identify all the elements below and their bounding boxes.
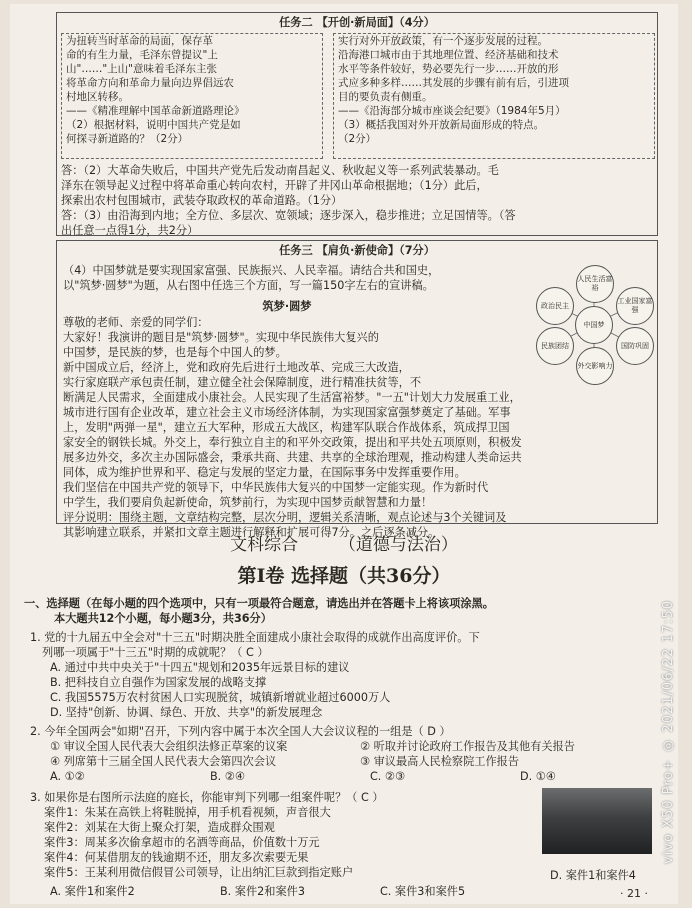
task2-left-line: （2）根据材料，说明中国共产党是如 (66, 119, 241, 131)
q2-option-b: B. ②④ (210, 770, 245, 783)
task2-right-line: 沿海港口城市由于其地理位置、经济基础和技术 (338, 49, 559, 61)
essay-title: 筑梦·圆梦 (262, 300, 312, 313)
task2-answers (61, 163, 655, 238)
task3-box (56, 240, 658, 539)
task2-left-line: ——《精准理解中国革命新道路理论》 (66, 105, 245, 117)
q2-item-3: ③ 审议最高人民检察院工作报告 (360, 755, 520, 768)
question-1 (30, 630, 670, 720)
task2-right-line: 实行对外开放政策，有一个逐步发展的过程。 (338, 35, 548, 47)
q3-case-5: 案件5：王某利用微信假冒公司领导，让出纳汇巨款到指定账户 (44, 866, 354, 879)
task2-left-line: 命的有生力量，毛泽东曾提议"上 (66, 49, 218, 61)
subject-heading (10, 534, 678, 556)
diagram-node-2 (616, 287, 654, 325)
q3-line-1: 3. 如果你是右图所示法庭的庭长，你能审判下列哪一组案件呢？（ C ） (30, 791, 384, 804)
q3-case-4: 案件4：何某借朋友的钱逾期不还，朋友多次索要无果 (44, 851, 309, 864)
section-title: 第Ⅰ卷 选择题（共36分） (237, 565, 451, 587)
q1-option-b: B. 把科技自立自强作为国家发展的战略支撑 (50, 676, 267, 689)
q2-line-1: 2. 今年全国两会"如期"召开，下列内容中属于本次全国人大会议议程的一组是（ D ） (30, 725, 451, 738)
diagram-node-label: 国防巩固 (621, 341, 649, 350)
task3-title: 任务三 【肩负·新使命】（7分） (279, 244, 435, 257)
q3-option-a: A. 案件1和案件2 (50, 885, 135, 898)
q1-line-1: 1. 党的十九届五中全会对"十三五"时期决胜全面建成小康社会取得的成就作出高度评价。下 (30, 631, 480, 644)
q1-option-a: A. 通过中共中央关于"十四五"规划和2035年远景目标的建议 (50, 661, 350, 674)
q2-option-d: D. ①④ (520, 770, 556, 783)
task2-left-line: 山"……"上山"意味着毛泽东主张 (66, 63, 217, 75)
task2-box (56, 12, 658, 236)
essay-line: 上，发明"两弹一星"，建立五大军种，形成五大战区，构建军队联合作战体系，筑成捍卫国 (63, 421, 510, 434)
essay-line: 展多边外交，多次主办国际盛会，秉承共商、共建、共享的全球治理观，推动构建人类命运共 (63, 451, 522, 464)
essay-line: 评分说明：围绕主题，文章结构完整，层次分明，逻辑关系清晰，观点论述与3个关键词及 (63, 511, 507, 524)
subject-sub: （道德与法治） (338, 535, 458, 555)
question-3 (30, 790, 550, 880)
q3-option-c: C. 案件3和案件5 (380, 885, 466, 898)
task2-right-line: （3）概括我国对外开放新局面形成的特点。 (338, 119, 545, 131)
task2-left-line: 何探寻新道路的？（2分） (66, 133, 189, 145)
task2-answer-line: 泽东在领导起义过程中将革命重心转向农村，开辟了井冈山革命根据地；（1分）此后， (61, 179, 488, 192)
diagram-center-node (575, 306, 613, 344)
task3-question-line-2: 以"筑梦·圆梦"为题，从右图中任选三个方面，写一篇150字左右的宣讲稿。 (63, 279, 434, 292)
task2-title: 任务二 【开创·新局面】（4分） (279, 16, 435, 29)
task2-answer-line: 答：（3）由沿海到内地；全方位、多层次、宽领域；逐步深入，稳步推进；立足国情等。（答 (61, 209, 516, 222)
q1-option-d: D. 坚持"创新、协调、绿色、开放、共享"的新发展理念 (50, 706, 323, 719)
task3-question (63, 263, 543, 293)
essay-line: 中国梦，是民族的梦，也是每个中国人的梦。 (63, 346, 287, 359)
courtroom-photo (542, 788, 652, 854)
q3-option-b: B. 案件2和案件3 (220, 885, 305, 898)
diagram-node-label: 政治民主 (541, 301, 569, 310)
diagram-node-label: 外交影响力 (577, 361, 613, 370)
essay-line: 中学生，我们要肩负起新使命，筑梦前行，为实现中国梦贡献智慧和力量！ (63, 496, 433, 509)
q1-line-2: 列哪一项属于"十三五"时期的成就呢？（ C ） (42, 646, 269, 659)
essay-line: 实行家庭联产承包责任制，建立健全社会保障制度，进行精准扶贫等，不 (63, 376, 422, 389)
essay-line: 尊敬的老师、亲爱的同学们： (63, 316, 209, 329)
task3-question-line-1: （4）中国梦就是要实现国家富强、民族振兴、人民幸福。请结合共和国史， (63, 264, 440, 277)
essay-line: 断满足人民需求，全面建成小康社会。人民实现了生活富裕梦。"一五"计划大力发展重工业， (63, 391, 521, 404)
exam-page (10, 4, 678, 904)
diagram-node-4 (576, 347, 614, 385)
essay-line: 大家好！我演讲的题目是"筑梦·圆梦"。实现中华民族伟大复兴的 (63, 331, 379, 344)
diagram-node-label: 工业国家富强 (617, 297, 653, 314)
q2-items-row-1 (30, 739, 670, 754)
instruction-line-1: 一、选择题（在每小题的四个选项中，只有一项最符合题意，请选出并在答题卡上将该项涂黑。 (24, 597, 494, 610)
task2-left-line: 为扭转当时革命的局面，保存革 (66, 35, 213, 47)
instruction-line-2: 本大题共12个小题，每小题3分，共36分） (54, 612, 272, 625)
essay-line: 同体，成为维护世界和平、稳定与发展的坚定力量，在国际事务中发挥重要作用。 (63, 466, 466, 479)
task2-right-line: 水平等条件较好，势必要先行一步……开放的形 (338, 63, 559, 75)
task2-right-line: ——《沿海部分城市座谈会纪要》（1984年5月） (338, 105, 566, 117)
q2-items-row-2 (30, 754, 670, 769)
china-dream-diagram (535, 263, 653, 385)
diagram-node-label: 民族团结 (541, 341, 569, 350)
instructions (24, 596, 674, 626)
diagram-node-1 (576, 265, 614, 303)
q3-case-2: 案件2：刘某在大街上聚众打架，造成群众围观 (44, 821, 275, 834)
essay-line: 家安全的钢铁长城。外交上，奉行独立自主的和平外交政策，提出和平共处五项原则，积极发 (63, 436, 522, 449)
q2-item-4: ④ 列席第十三届全国人民代表大会第四次会议 (50, 755, 277, 768)
diagram-node-5 (536, 327, 574, 365)
task2-left-line: 村地区转移。 (66, 91, 129, 103)
task2-left-line: 将革命方向和革命力量向边界倡远农 (66, 77, 234, 89)
q2-option-a: A. ①② (50, 770, 85, 783)
camera-watermark: vivo X50 Pro+ ◎ 2021/06/22 17:50 (661, 600, 676, 864)
diagram-node-6 (536, 287, 574, 325)
task2-answer-line: 答：（2）大革命失败后，中国共产党先后发动南昌起义、秋收起义等一系列武装暴动。毛 (61, 164, 499, 177)
subject-name: 文科综合 (230, 535, 299, 555)
q3-case-3: 案件3：周某多次偷拿超市的名酒等商品，价值数十万元 (44, 836, 320, 849)
task2-right-line: （2分） (338, 133, 377, 145)
q2-item-1: ① 审议全国人民代表大会组织法修正草案的议案 (50, 740, 288, 753)
diagram-center-label: 中国梦 (583, 320, 605, 329)
diagram-node-label: 人民生活富裕 (577, 275, 613, 292)
q1-option-c: C. 我国5575万农村贫困人口实现脱贫，城镇新增就业超过6000万人 (50, 691, 391, 704)
q2-item-2: ② 听取并讨论政府工作报告及其他有关报告 (360, 740, 575, 753)
task2-left-material (61, 33, 323, 159)
essay-line: 其影响建立联系，并紧扣文章主题进行解释和扩展可得7分。之后逐条减分。 (63, 526, 440, 539)
q2-options (30, 769, 670, 784)
q2-option-c: C. ②③ (370, 770, 405, 783)
diagram-node-3 (616, 327, 654, 365)
essay-line: 我们坚信在中国共产党的领导下，中华民族伟大复兴的中国梦一定能实现。作为新时代 (63, 481, 489, 494)
task2-right-line: 式应多种多样……其发展的步骤有前有后，引进项 (338, 77, 569, 89)
q3-option-d: D. 案件1和案件4 (550, 869, 636, 882)
q3-case-1: 案件1：朱某在高铁上将鞋脱掉，用手机看视频，声音很大 (44, 806, 331, 819)
essay-line: 新中国成立后，经济上，党和政府先后进行土地改革、完成三大改造， (63, 361, 410, 374)
essay-line: 城市进行国有企业改革，建立社会主义市场经济体制，为实现国家富强梦奠定了基础。军事 (63, 406, 511, 419)
task2-answer-line: 出任意一点得1分，共2分） (61, 224, 199, 237)
question-2 (30, 724, 670, 784)
task2-right-material (333, 33, 655, 159)
task2-right-line: 目的要负责有侧重。 (338, 91, 433, 103)
page-number: · 21 · (620, 887, 648, 900)
task2-answer-line: 探索出农村包围城市，武装夺取政权的革命道路。（1分） (61, 194, 343, 207)
